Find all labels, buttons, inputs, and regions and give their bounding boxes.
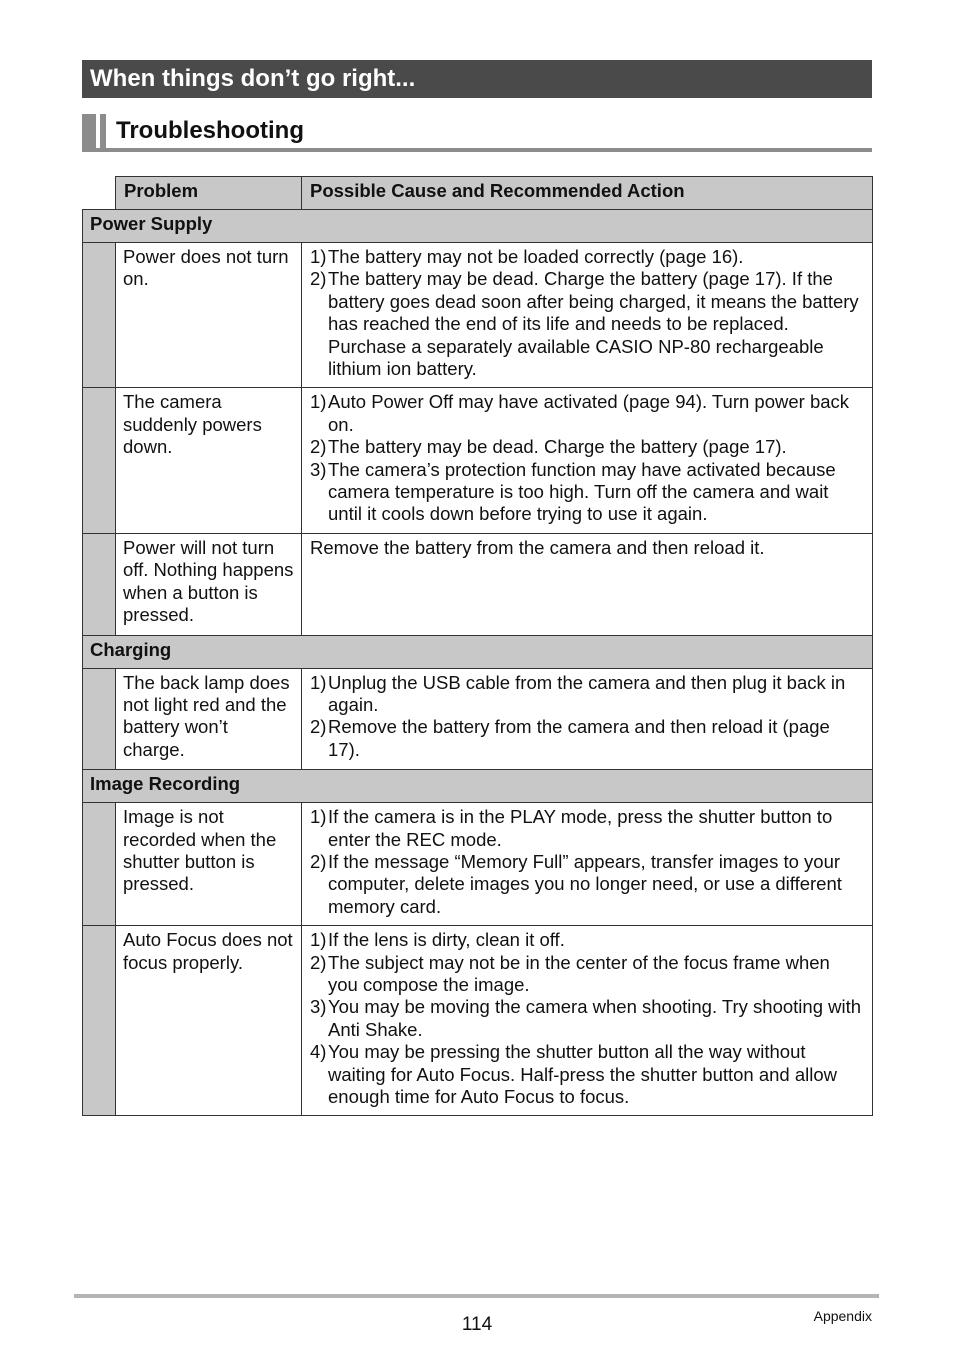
action-text: You may be pressing the shutter button all the way without waiting for Auto Focus. Half-press the shutter button and allow enough time for Auto Focus to focus. — [328, 1041, 838, 1107]
row-gutter — [83, 926, 116, 1116]
action-number: 1) — [310, 806, 327, 828]
problem-cell: Auto Focus does not focus properly. — [116, 926, 302, 1116]
action-cell — [302, 926, 873, 1116]
heading-rule — [82, 148, 872, 152]
action-item — [310, 952, 864, 997]
action-number: 1) — [310, 391, 327, 413]
table-header-row — [83, 177, 873, 210]
table-row — [83, 388, 873, 533]
table-body — [83, 210, 873, 1116]
problem-cell: Power does not turn on. — [116, 243, 302, 388]
action-cell — [302, 533, 873, 635]
action-number: 2) — [310, 850, 327, 872]
action-text: Remove the battery from the camera and then reload it (page 17). — [328, 716, 830, 760]
action-cell — [302, 668, 873, 770]
action-item — [310, 851, 864, 918]
row-gutter — [83, 388, 116, 533]
action-text: If the message “Memory Full” appears, transfer images to your computer, delete images you no longer need, or use a different memory card. — [328, 850, 842, 917]
action-number: 3) — [310, 996, 327, 1018]
action-item — [310, 246, 864, 268]
header-problem: Problem — [116, 177, 302, 210]
action-number: 3) — [310, 458, 327, 480]
action-cell — [302, 388, 873, 533]
row-gutter — [83, 533, 116, 635]
chapter-title: When things don’t go right... — [90, 65, 416, 92]
table-row — [83, 803, 873, 926]
table-row — [83, 533, 873, 635]
action-number: 2) — [310, 436, 327, 458]
action-item — [310, 537, 864, 559]
action-text: You may be moving the camera when shooting. Try shooting with Anti Shake. — [328, 996, 862, 1040]
action-item — [310, 436, 864, 458]
section-heading — [82, 114, 872, 152]
action-item — [310, 268, 864, 380]
action-text: If the lens is dirty, clean it off. — [328, 929, 565, 951]
action-item — [310, 996, 864, 1041]
action-text: Remove the battery from the camera and then reload it. — [310, 536, 765, 558]
action-number: 1) — [310, 929, 327, 951]
category-row — [83, 635, 873, 668]
action-text: The subject may not be in the center of the focus frame when you compose the image. — [328, 951, 830, 995]
action-text: If the camera is in the PLAY mode, press the shutter button to enter the REC mode. — [328, 806, 833, 850]
footer-rule — [74, 1294, 879, 1298]
action-text: The battery may not be loaded correctly (page 16). — [328, 246, 744, 267]
category-label: Charging — [83, 635, 873, 668]
action-number: 2) — [310, 716, 327, 738]
action-number: 2) — [310, 268, 327, 290]
problem-cell: Power will not turn off. Nothing happens when a button is pressed. — [116, 533, 302, 635]
category-label: Image Recording — [83, 770, 873, 803]
action-text: The battery may be dead. Charge the battery (page 17). If the battery goes dead soon after being charged, it means the battery has reached the end of its life and needs to be replaced. Purchase a separately available CASIO NP-80 rechargeable lithium ion battery. — [328, 268, 859, 380]
action-item — [310, 672, 864, 717]
problem-cell: The camera suddenly powers down. — [116, 388, 302, 533]
action-text: Auto Power Off may have activated (page 94). Turn power back on. — [328, 391, 850, 435]
action-text: The camera’s protection function may have activated because camera temperature is too high. Turn off the camera and wait until it cools down before trying to use it again. — [328, 458, 836, 525]
header-action: Possible Cause and Recommended Action — [302, 177, 873, 210]
action-item — [310, 716, 864, 761]
table-row — [83, 668, 873, 770]
table-row — [83, 926, 873, 1116]
action-number: 1) — [310, 246, 327, 267]
footer-section-label: Appendix — [813, 1308, 872, 1324]
action-text: The battery may be dead. Charge the battery (page 17). — [328, 436, 787, 458]
row-gutter — [83, 243, 116, 388]
action-item — [310, 1041, 864, 1108]
category-label: Power Supply — [83, 210, 873, 243]
heading-marker — [82, 114, 96, 150]
action-item — [310, 929, 864, 951]
header-spacer — [83, 177, 116, 210]
page-number: 114 — [461, 1314, 493, 1335]
action-item — [310, 806, 864, 851]
section-title: Troubleshooting — [116, 117, 304, 144]
chapter-title-bar — [82, 60, 872, 98]
action-cell — [302, 243, 873, 388]
action-cell — [302, 803, 873, 926]
table-row — [83, 243, 873, 388]
action-item — [310, 459, 864, 526]
action-number: 4) — [310, 1041, 327, 1063]
problem-cell: Image is not recorded when the shutter button is pressed. — [116, 803, 302, 926]
row-gutter — [83, 668, 116, 770]
action-text: Unplug the USB cable from the camera and then plug it back in again. — [328, 671, 846, 715]
category-row — [83, 770, 873, 803]
row-gutter — [83, 803, 116, 926]
action-number: 2) — [310, 951, 327, 973]
action-item — [310, 391, 864, 436]
action-number: 1) — [310, 671, 327, 693]
problem-cell: The back lamp does not light red and the battery won’t charge. — [116, 668, 302, 770]
heading-marker-thin — [100, 114, 106, 150]
troubleshooting-table — [82, 176, 873, 1116]
category-row — [83, 210, 873, 243]
